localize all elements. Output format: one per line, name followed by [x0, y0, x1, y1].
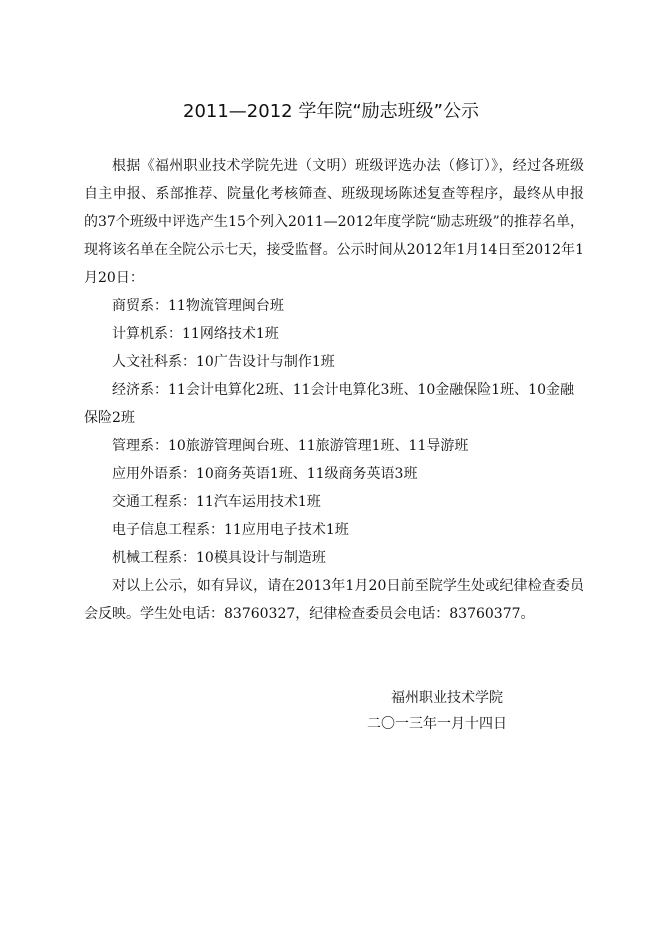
- department-electronics: 电子信息工程系：11应用电子技术1班: [112, 522, 349, 538]
- intro-paragraph: 根据《福州职业技术学院先进（文明）班级评选办法（修订）》，经过各班级自主申报、系部推荐、院量化考核筛查、班级现场陈述复查等程序，最终从申报的37个班级中评选产生15个列入2011—2012年度学院“励志班级”的推荐名单，现将该名单在全院公示七天，接受监督。公示时间从2012年1月14日至2012年1月20日：: [84, 158, 584, 286]
- department-management: 管理系：10旅游管理闽台班、11旅游管理1班、11导游班: [112, 438, 469, 454]
- document-body: [84, 152, 584, 628]
- department-commerce: 商贸系：11物流管理闽台班: [112, 298, 284, 314]
- department-economics: 经济系：11会计电算化2班、11会计电算化3班、10金融保险1班、10金融保险2班: [84, 382, 574, 426]
- signature-date: 二〇一三年一月十四日: [367, 716, 507, 732]
- department-transport: 交通工程系：11汽车运用技术1班: [112, 494, 321, 510]
- closing-paragraph: 对以上公示，如有异议，请在2013年1月20日前至院学生处或纪律检查委员会反映。学生处电话：83760327，纪律检查委员会电话：83760377。: [84, 578, 584, 622]
- document-title: 2011—2012 学年院“励志班级”公示: [183, 101, 479, 122]
- department-computer: 计算机系：11网络技术1班: [112, 326, 279, 342]
- department-foreign-language: 应用外语系：10商务英语1班、11级商务英语3班: [112, 466, 418, 482]
- department-humanities: 人文社科系：10广告设计与制作1班: [112, 354, 335, 370]
- signature-organization: 福州职业技术学院: [391, 690, 503, 706]
- department-mechanical: 机械工程系：10模具设计与制造班: [112, 550, 326, 566]
